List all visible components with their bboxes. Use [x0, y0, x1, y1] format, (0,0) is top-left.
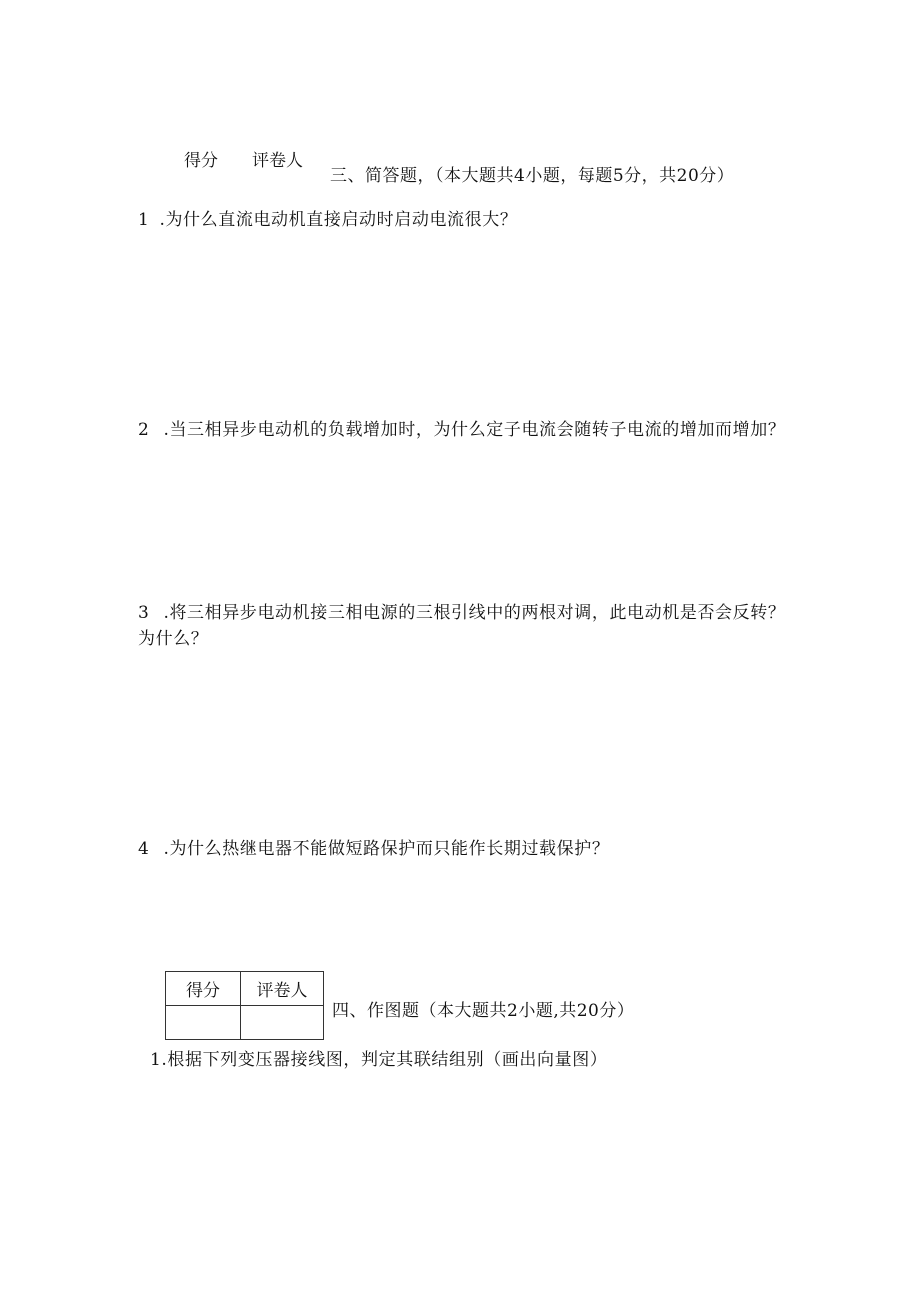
section4-grader-label: 评卷人	[241, 972, 324, 1006]
section4-score-table	[165, 971, 324, 1040]
question-text: .为什么热继电器不能做短路保护而只能作长期过载保护？	[163, 839, 610, 859]
question-1	[138, 205, 517, 230]
question-3	[138, 598, 785, 623]
section4-heading: 四、作图题（本大题共2小题,共20分）	[332, 1001, 635, 1021]
section3-heading: 三、简答题，（本大题共4小题，每题5分，共20分）	[330, 166, 735, 186]
question-number: 2	[138, 420, 150, 440]
question-2	[138, 415, 785, 440]
question-4	[138, 834, 609, 859]
section4-score-cell[interactable]	[166, 1006, 241, 1040]
section4-question-1: 1.根据下列变压器接线图，判定其联结组别（画出向量图）	[150, 1050, 608, 1070]
section4-grader-cell[interactable]	[241, 1006, 324, 1040]
section4-score-label: 得分	[166, 972, 241, 1006]
question-number: 3	[138, 603, 150, 623]
question-text: .为什么直流电动机直接启动时启动电流很大？	[159, 210, 518, 230]
question-text: .将三相异步电动机接三相电源的三根引线中的两根对调，此电动机是否会反转？	[163, 603, 786, 623]
section3-grader-label: 评卷人	[252, 151, 303, 171]
question-number: 1	[138, 210, 150, 230]
question-3-line-2: 为什么？	[138, 629, 209, 649]
section3-score-label: 得分	[184, 151, 218, 171]
question-number: 4	[138, 839, 150, 859]
question-text: .当三相异步电动机的负载增加时，为什么定子电流会随转子电流的增加而增加？	[163, 420, 786, 440]
